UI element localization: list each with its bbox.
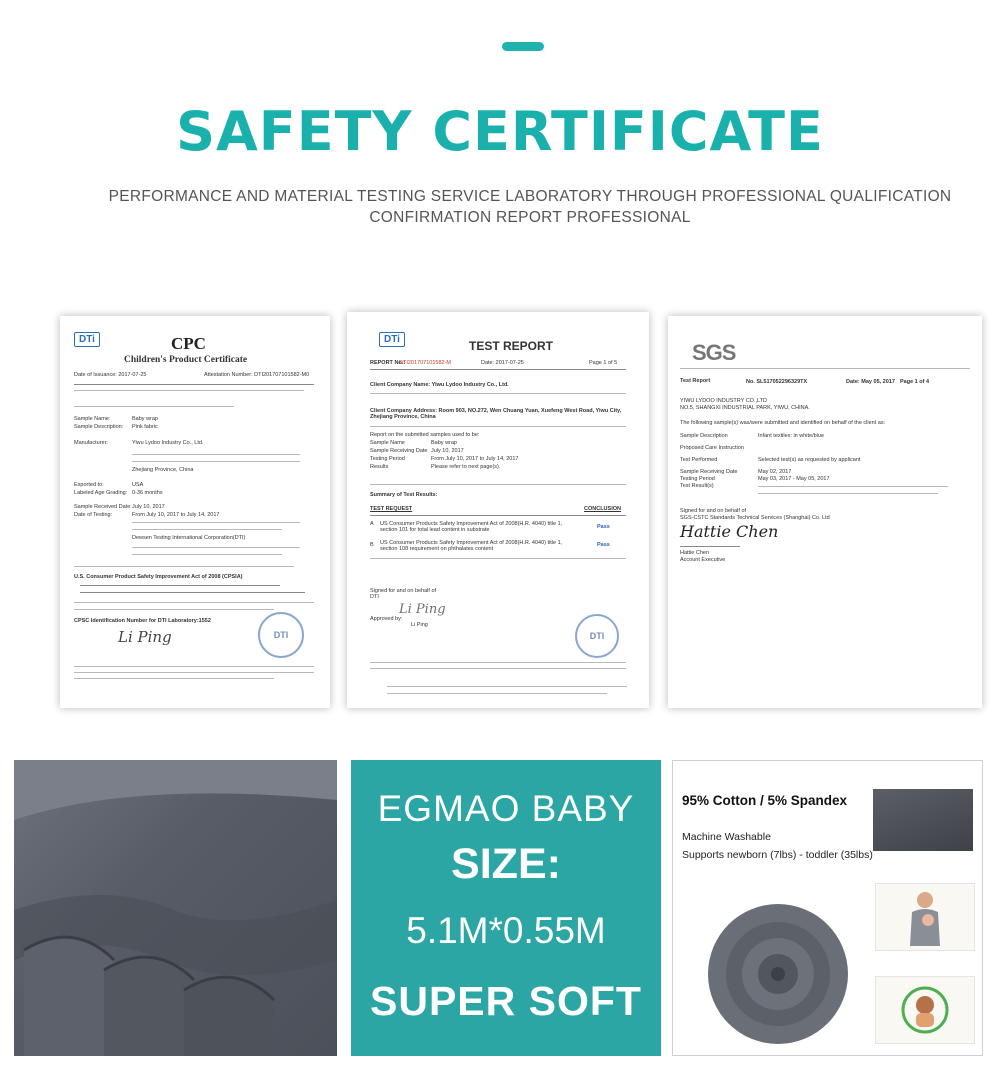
sgs-date: Date: May 05, 2017 xyxy=(846,379,895,385)
fabric-swatch xyxy=(873,789,973,851)
client-address: Client Company Address: Room 903, NO.272, Wen Chuang Yuan, Xuefeng West Road, Yiwu City, Zhejiang Province, China xyxy=(370,408,622,420)
sgs-no: No. SL51705229​6329TX xyxy=(746,379,808,385)
fabric-photo xyxy=(14,760,337,1056)
report-no-label: REPORT No.: xyxy=(370,360,406,366)
sgs-company: YIWU LYDOO INDUSTRY CO.,LTD xyxy=(680,398,767,404)
row-b-result: Pass xyxy=(597,542,610,548)
babywearing-thumbnail xyxy=(875,883,975,951)
report-no: DTI20170710158​2-M xyxy=(399,360,451,366)
summary-heading: Summary of Test Results: xyxy=(370,492,438,498)
cpc-sample-desc: Pink fabric xyxy=(132,424,158,430)
sgs-org: SGS-CSTC Standards Technical Services (Shanghai) Co. Ltd xyxy=(680,515,830,521)
cpc-exported: USA xyxy=(132,482,144,488)
material-text: 95% Cotton / 5% Spandex xyxy=(682,793,848,808)
sgs-test-performed: Selected test(s) as requested by applicant xyxy=(758,457,861,463)
report-page: Page 1 of 5 xyxy=(589,360,618,366)
size-panel xyxy=(351,760,661,1056)
rolled-wrap-image xyxy=(703,899,853,1049)
cpc-certificate: DTi CPC Children's Product Certificate Date of Issuance: 2017-07-25 Attestation Number: DTI20170710158​2-M0 Sample Name: Baby wrap Sample Description: Pink fabric Manufacturer: Yiwu Lydoo Industry Co., Ltd. Zhejiang Province, China Exported to: USA Labeled Age Grading: 0-36 months Sample Received Date: July 10, 2017 Date of Testing: From July 10, 2017 to July 14, 2017 Dewsen Testing International Corporation(DTI) U.S. Consumer Product Safety Improvement Act of 2008 (CPSIA) CPSC Identification Number for DTI Laboratory:1552 Li Ping DTI xyxy=(60,316,330,708)
sgs-signed-for: Signed for and on behalf of xyxy=(680,508,747,514)
row-a-id: A xyxy=(370,521,374,527)
row-b-id: B xyxy=(370,542,374,548)
size-dimensions: 5.1M*0.55M xyxy=(406,910,606,951)
cpc-age: 0-36 months xyxy=(132,490,163,496)
product-info-card xyxy=(672,760,983,1056)
sgs-receiving: May 02, 2017 xyxy=(758,469,792,475)
brand-name: EGMAO BABY xyxy=(377,788,635,829)
sgs-period: May 03, 2017 - May 05, 2017 xyxy=(758,476,830,482)
page-title: SAFETY CERTIFICATE xyxy=(176,100,824,163)
tr-sample: Baby wrap xyxy=(431,440,457,446)
row-a-text: US Consumer Products Safety Improvement Act of 2008(H.R. 4040) title 1, section 101 for total lead content in substrate xyxy=(380,521,563,533)
cpc-stamp: DTI xyxy=(258,612,304,658)
cpc-lab-id: CPSC Identification Number for DTI Laboratory:1552 xyxy=(74,618,211,624)
sgs-sample-desc: Infant textiles: in white/blue xyxy=(758,433,825,439)
cpc-sample-name: Baby wrap xyxy=(132,416,158,422)
cpc-cpsia: U.S. Consumer Product Safety Improvement Act of 2008 (CPSIA) xyxy=(74,574,243,580)
certification-thumbnail xyxy=(875,976,975,1044)
col-conclusion: CONCLUSION xyxy=(584,506,621,512)
tr-signature-mark: Li Ping xyxy=(399,602,446,617)
subtitle-line-1: PERFORMANCE AND MATERIAL TESTING SERVICE LABORATORY THROUGH PROFESSIONAL QUALIFICATION xyxy=(108,188,952,205)
test-report: DTi TEST REPORT REPORT No.: DTI20170710158​2-M Date: 2017-07-25 Page 1 of 5 Client Company Name: Yiwu Lydoo Industry Co., Ltd. Client Company Address: Room 903, NO.272, Wen Chuang Yuan, Xuefeng West Road, Yiwu City, Zhejiang Province, China Report on the submitted samples used to be: Sample Name Baby wrap Sample Receiving Date July 10, 2017 Testing Period From July 10, 2017 to July 14, 2017 Results Please refer to next page(s). Summary of Test Results: TEST REQUEST CONCLUSION A US Consumer Products Safety Improvement Act of 2008(H.R. 4040) title 1, section 101 for total lead content in substrate Pass B US Consumer Products Safety Improvement Act of 2008(H.R. 4040) title 1, section 108 requirement on phthalates content Pass Signed for and on behalf of DTI Approved by: Li Ping Li Ping DTI xyxy=(347,312,649,708)
cpc-title: CPC xyxy=(171,334,206,353)
cpc-manufacturer: Yiwu Lydoo Industry Co., Ltd. xyxy=(132,440,204,446)
tr-results: Please refer to next page(s). xyxy=(431,464,501,470)
sgs-address: NO.5, SHANGXI INDUSTRIAL PARK, YIWU, CHINA. xyxy=(680,405,810,411)
dti-logo: DTi xyxy=(379,332,405,347)
sgs-signer: Hattie Chen xyxy=(680,550,710,556)
tr-period: From July 10, 2017 to July 14, 2017 xyxy=(431,456,519,462)
sgs-test-report: SGS Test Report No. SL51705229​6329TX Date: May 05, 2017 Page 1 of 4 YIWU LYDOO INDUSTRY CO.,LTD NO.5, SHANGXI INDUSTRIAL PARK, YIWU, CHINA. The following sample(s) was/were submitted and identified on behalf of the client as: Sample Description Infant textiles: in white/blue Proposed Care Instruction Test Performed Selected test(s) as requested by applicant Sample Receiving Date May 02, 2017 Testing Period May 03, 2017 - May 05, 2017 Test Result(s) Signed for and on behalf of SGS-CSTC Standards Technical Services (Shanghai) Co. Ltd Hattie Chen Hattie Chen Account Executive xyxy=(668,316,982,708)
sgs-signature: Hattie Chen xyxy=(680,522,779,541)
row-b-text: US Consumer Products Safety Improvement Act of 2008(H.R. 4040) title 1, section 108 requirement on phthalates content xyxy=(380,540,563,552)
sgs-report-label: Test Report xyxy=(680,378,711,384)
sgs-logo: SGS xyxy=(692,340,736,365)
subtitle-line-2: CONFIRMATION REPORT PROFESSIONAL xyxy=(369,209,691,226)
tr-approved-by: Approved by: xyxy=(370,616,403,622)
tr-stamp: DTI xyxy=(575,614,619,658)
cpc-date: Date of Issuance: 2017-07-25 xyxy=(74,372,147,378)
tr-signed-for: Signed for and on behalf of DTI xyxy=(370,588,437,600)
tr-receiving: July 10, 2017 xyxy=(431,448,464,454)
cpc-attestation: Attestation Number: DTI20170710158​2-M0 xyxy=(204,372,310,378)
sgs-intro: The following sample(s) was/were submitted and identified on behalf of the client as: xyxy=(680,420,886,426)
cpc-place: Zhejiang Province, China xyxy=(132,467,194,473)
cpc-subtitle: Children's Product Certificate xyxy=(124,355,248,365)
client-company: Client Company Name: Yiwu Lydoo Industry Co., Ltd. xyxy=(370,382,509,388)
support-text: Supports newborn (7lbs) - toddler (35lbs) xyxy=(682,849,873,861)
tr-signer: Li Ping xyxy=(411,622,428,628)
sgs-page: Page 1 of 4 xyxy=(900,379,930,385)
cpc-lab: Dewsen Testing International Corporation(DTI) xyxy=(132,535,246,541)
cpc-signature: Li Ping xyxy=(118,628,172,646)
accent-bar xyxy=(502,42,544,51)
report-date: Date: 2017-07-25 xyxy=(481,360,524,366)
row-a-result: Pass xyxy=(597,524,610,530)
care-text: Machine Washable xyxy=(682,831,771,843)
cpc-testing-date: From July 10, 2017 to July 14, 2017 xyxy=(132,512,220,518)
dti-logo: DTi xyxy=(74,332,100,347)
sgs-signer-title: Account Executive xyxy=(680,557,726,563)
test-report-title: TEST REPORT xyxy=(469,339,554,353)
cpc-received: July 10, 2017 xyxy=(132,504,165,510)
feature-label: SUPER SOFT xyxy=(370,978,642,1024)
size-label: SIZE: xyxy=(451,840,561,888)
col-request: TEST REQUEST xyxy=(370,506,413,512)
